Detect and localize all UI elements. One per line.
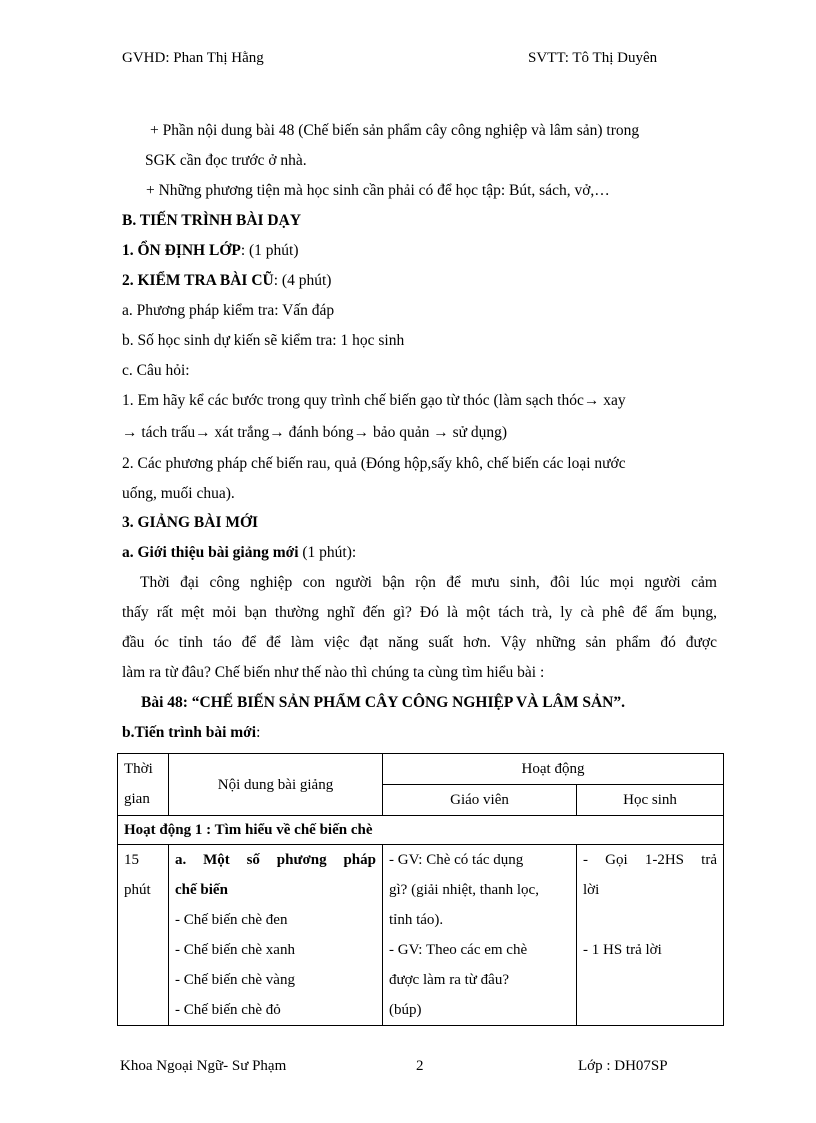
- section-1-title: 1. ỔN ĐỊNH LỚP: [122, 242, 241, 259]
- prep-line-1: + Phần nội dung bài 48 (Chế biến sản phẩm cây công nghiệp và lâm sản) trong: [150, 122, 640, 139]
- row-1-student-line-1: - Gọi 1-2HS trả: [583, 852, 718, 868]
- row-1-time-line-1: 15: [124, 852, 139, 868]
- intro-heading: [122, 544, 356, 562]
- row-1-time-line-2: phút: [124, 882, 151, 898]
- row-1-content-cell: [169, 845, 383, 1026]
- row-1-content-item-3: - Chế biến chè vàng: [175, 972, 295, 988]
- intro-para-line-3: đầu óc tỉnh táo để để làm việc đạt năng suất hơn. Vậy những sản phẩm đó được: [122, 634, 717, 651]
- header-student-cell: Học sinh: [577, 785, 724, 816]
- footer-page-number: 2: [416, 1058, 424, 1074]
- row-1-teacher-line-5: được làm ra từ đâu?: [389, 972, 509, 988]
- progress-colon: :: [256, 724, 261, 741]
- intro-detail: (1 phút):: [298, 544, 357, 561]
- prep-line-2: SGK cần đọc trước ở nhà.: [145, 152, 307, 169]
- header-time-line-1: Thời: [124, 761, 153, 777]
- row-1-teacher-line-4: - GV: Theo các em chè: [389, 942, 528, 958]
- intro-para-line-4: làm ra từ đâu? Chế biến như thế nào thì chúng ta cùng tìm hiểu bài :: [122, 664, 545, 681]
- row-1-student-line-4: - 1 HS trả lời: [583, 942, 662, 958]
- row-1-teacher-line-2: gì? (giải nhiệt, thanh lọc,: [389, 882, 539, 898]
- section-1-detail: : (1 phút): [240, 242, 299, 259]
- header-activity-cell: Hoạt động: [383, 754, 724, 785]
- row-1-student-cell: [577, 845, 724, 1026]
- header-left: GVHD: Phan Thị Hằng: [122, 50, 264, 66]
- row-1-time-cell: [118, 845, 169, 1026]
- row-1-content-title-line-2: chế biến: [175, 882, 228, 898]
- header-teacher-cell: Giáo viên: [383, 785, 577, 816]
- header-time-cell: [118, 754, 169, 816]
- section-2: [122, 272, 331, 290]
- header-time-line-2: gian: [124, 791, 150, 807]
- row-1-content-item-2: - Chế biến chè xanh: [175, 942, 295, 958]
- check-method: a. Phương pháp kiểm tra: Vấn đáp: [122, 302, 335, 319]
- question-2-line-2: uống, muối chua).: [122, 485, 235, 502]
- header-content-cell: Nội dung bài giảng: [169, 754, 383, 816]
- intro-title: a. Giới thiệu bài giảng mới: [122, 544, 299, 561]
- row-1-teacher-line-6: (búp): [389, 1002, 422, 1018]
- row-1-student-line-3: [583, 905, 717, 935]
- footer-right: Lớp : DH07SP: [578, 1058, 668, 1074]
- row-1-student-line-2: lời: [583, 882, 600, 898]
- row-1-teacher-line-3: tỉnh táo).: [389, 912, 444, 928]
- check-questions-label: c. Câu hỏi:: [122, 362, 190, 379]
- intro-para-line-1: Thời đại công nghiệp con người bận rộn để mưu sinh, đôi lúc mọi người cảm: [140, 574, 717, 591]
- progress-heading: [122, 724, 260, 742]
- row-1-teacher-cell: [383, 845, 577, 1026]
- lesson-table: [117, 753, 724, 1026]
- lesson-title: Bài 48: “CHẾ BIẾN SẢN PHẨM CÂY CÔNG NGHIỆP VÀ LÂM SẢN”.: [141, 694, 625, 711]
- section-1: [122, 242, 299, 260]
- question-1-line-1: 1. Em hãy kể các bước trong quy trình chế biến gạo từ thóc (làm sạch thóc→ xay: [122, 392, 626, 409]
- table-header-row-1: [118, 754, 724, 785]
- section-b-heading: B. TIẾN TRÌNH BÀI DẠY: [122, 212, 302, 229]
- row-1-content-item-1: - Chế biến chè đen: [175, 912, 288, 928]
- section-2-detail: : (4 phút): [273, 272, 332, 289]
- row-1-content-title-line-1: a. Một số phương pháp: [175, 852, 376, 868]
- table-activity-row: [118, 816, 724, 845]
- question-1-line-2: → tách trấu→ xát trắng→ đánh bóng→ bảo quản → sử dụng): [122, 424, 508, 441]
- footer-left: Khoa Ngoại Ngữ- Sư Phạm: [120, 1058, 287, 1074]
- progress-title: b.Tiến trình bài mới: [122, 724, 257, 741]
- question-2-line-1: 2. Các phương pháp chế biến rau, quả (Đóng hộp,sấy khô, chế biến các loại nước: [122, 455, 626, 472]
- row-1-teacher-line-1: - GV: Chè có tác dụng: [389, 852, 524, 868]
- intro-para-line-2: thấy rất mệt mỏi bạn thường nghĩ đến gì? Đó là một tách trà, ly cà phê để ấm bụng,: [122, 604, 717, 621]
- section-3-heading: 3. GIẢNG BÀI MỚI: [122, 514, 259, 531]
- prep-line-3: + Những phương tiện mà học sinh cần phải có để học tập: Bút, sách, vở,…: [146, 182, 610, 199]
- check-students: b. Số học sinh dự kiến sẽ kiểm tra: 1 học sinh: [122, 332, 405, 349]
- row-1-content-item-4: - Chế biến chè đỏ: [175, 1002, 281, 1018]
- table-row: [118, 845, 724, 1026]
- header-right: SVTT: Tô Thị Duyên: [528, 50, 658, 66]
- section-2-title: 2. KIỂM TRA BÀI CŨ: [122, 272, 274, 289]
- activity-1-cell: Hoạt động 1 : Tìm hiểu về chế biến chè: [118, 816, 724, 845]
